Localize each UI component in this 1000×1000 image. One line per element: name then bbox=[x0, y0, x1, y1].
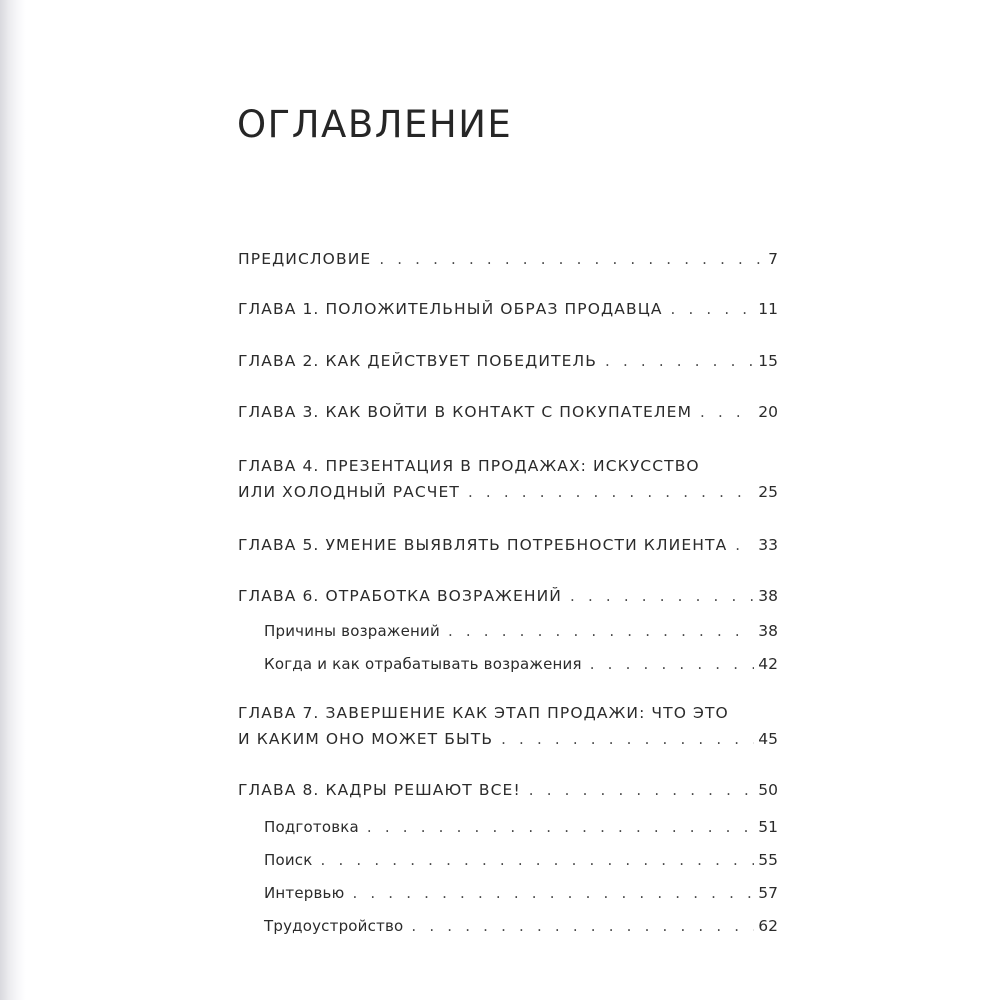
toc-leader-dots bbox=[501, 730, 754, 748]
toc-entry-label: Поиск bbox=[264, 851, 313, 869]
toc-entry-label: Подготовка bbox=[264, 818, 359, 836]
toc-page-number: 20 bbox=[758, 403, 778, 421]
toc-entry-chapter-3 bbox=[238, 403, 778, 433]
toc-entry-label: Интервью bbox=[264, 884, 345, 902]
toc-leader-dots bbox=[352, 884, 754, 902]
toc-leader-dots bbox=[529, 781, 754, 799]
toc-page-number: 57 bbox=[758, 884, 778, 902]
toc-leader-dots bbox=[468, 483, 754, 501]
toc-entry-label: ГЛАВА 1. ПОЛОЖИТЕЛЬНЫЙ ОБРАЗ ПРОДАВЦА bbox=[238, 300, 663, 318]
toc-subentry-when-how bbox=[264, 655, 778, 685]
toc-entry-label: ГЛАВА 2. КАК ДЕЙСТВУЕТ ПОБЕДИТЕЛЬ bbox=[238, 352, 598, 370]
toc-entry-label-line2: ИЛИ ХОЛОДНЫЙ РАСЧЕТ bbox=[238, 483, 460, 501]
toc-leader-dots bbox=[367, 818, 754, 836]
toc-leader-dots bbox=[411, 917, 754, 935]
toc-page-number: 45 bbox=[758, 730, 778, 748]
page-title: ОГЛАВЛЕНИЕ bbox=[237, 103, 513, 146]
toc-page-number: 38 bbox=[758, 622, 778, 640]
toc-page-number: 11 bbox=[758, 300, 778, 318]
page-edge-shadow bbox=[0, 0, 26, 1000]
toc-page-number: 50 bbox=[758, 781, 778, 799]
toc-subentry-preparation bbox=[264, 818, 778, 848]
toc-page-number: 51 bbox=[758, 818, 778, 836]
toc-entry-label-line2: И КАКИМ ОНО МОЖЕТ БЫТЬ bbox=[238, 730, 494, 748]
toc-page-number: 15 bbox=[758, 352, 778, 370]
toc-page-number: 7 bbox=[768, 250, 778, 268]
toc-entry-chapter-7 bbox=[238, 704, 778, 764]
toc-leader-dots bbox=[448, 622, 754, 640]
toc-page-number: 62 bbox=[758, 917, 778, 935]
toc-leader-dots bbox=[700, 403, 754, 421]
toc-entry-preface bbox=[238, 250, 778, 280]
toc-entry-label: ГЛАВА 3. КАК ВОЙТИ В КОНТАКТ С ПОКУПАТЕЛЕМ bbox=[238, 403, 693, 421]
toc-entry-label: ГЛАВА 8. КАДРЫ РЕШАЮТ ВСЕ! bbox=[238, 781, 521, 799]
toc-entry-chapter-2 bbox=[238, 352, 778, 382]
toc-leader-dots bbox=[379, 250, 764, 268]
toc-page-number: 33 bbox=[758, 536, 778, 554]
toc-entry-chapter-4 bbox=[238, 457, 778, 517]
toc-entry-chapter-5 bbox=[238, 536, 778, 566]
toc-leader-dots bbox=[605, 352, 754, 370]
toc-entry-label: ГЛАВА 6. ОТРАБОТКА ВОЗРАЖЕНИЙ bbox=[238, 587, 563, 605]
toc-entry-chapter-1 bbox=[238, 300, 778, 330]
toc-entry-label-line1: ГЛАВА 7. ЗАВЕРШЕНИЕ КАК ЭТАП ПРОДАЖИ: ЧТО ЭТО bbox=[238, 704, 729, 722]
toc-entry-label: Трудоустройство bbox=[264, 917, 404, 935]
toc-leader-dots bbox=[590, 655, 755, 673]
toc-entry-label: ПРЕДИСЛОВИЕ bbox=[238, 250, 372, 268]
toc-subentry-interview bbox=[264, 884, 778, 914]
toc-page-number: 38 bbox=[758, 587, 778, 605]
toc-page-number: 55 bbox=[758, 851, 778, 869]
toc-entry-label: ГЛАВА 5. УМЕНИЕ ВЫЯВЛЯТЬ ПОТРЕБНОСТИ КЛИЕНТА bbox=[238, 536, 728, 554]
toc-entry-label-line1: ГЛАВА 4. ПРЕЗЕНТАЦИЯ В ПРОДАЖАХ: ИСКУССТВО bbox=[238, 457, 700, 475]
toc-page-number: 25 bbox=[758, 483, 778, 501]
toc-leader-dots bbox=[321, 851, 755, 869]
toc-entry-chapter-6 bbox=[238, 587, 778, 617]
toc-subentry-objection-reasons bbox=[264, 622, 778, 652]
toc-leader-dots bbox=[671, 300, 755, 318]
toc-leader-dots bbox=[735, 536, 754, 554]
toc-entry-label: Причины возражений bbox=[264, 622, 440, 640]
toc-subentry-search bbox=[264, 851, 778, 881]
toc-entry-chapter-8 bbox=[238, 781, 778, 811]
toc-page-number: 42 bbox=[758, 655, 778, 673]
toc-entry-label: Когда и как отрабатывать возражения bbox=[264, 655, 582, 673]
toc-leader-dots bbox=[570, 587, 754, 605]
toc-subentry-employment bbox=[264, 917, 778, 947]
